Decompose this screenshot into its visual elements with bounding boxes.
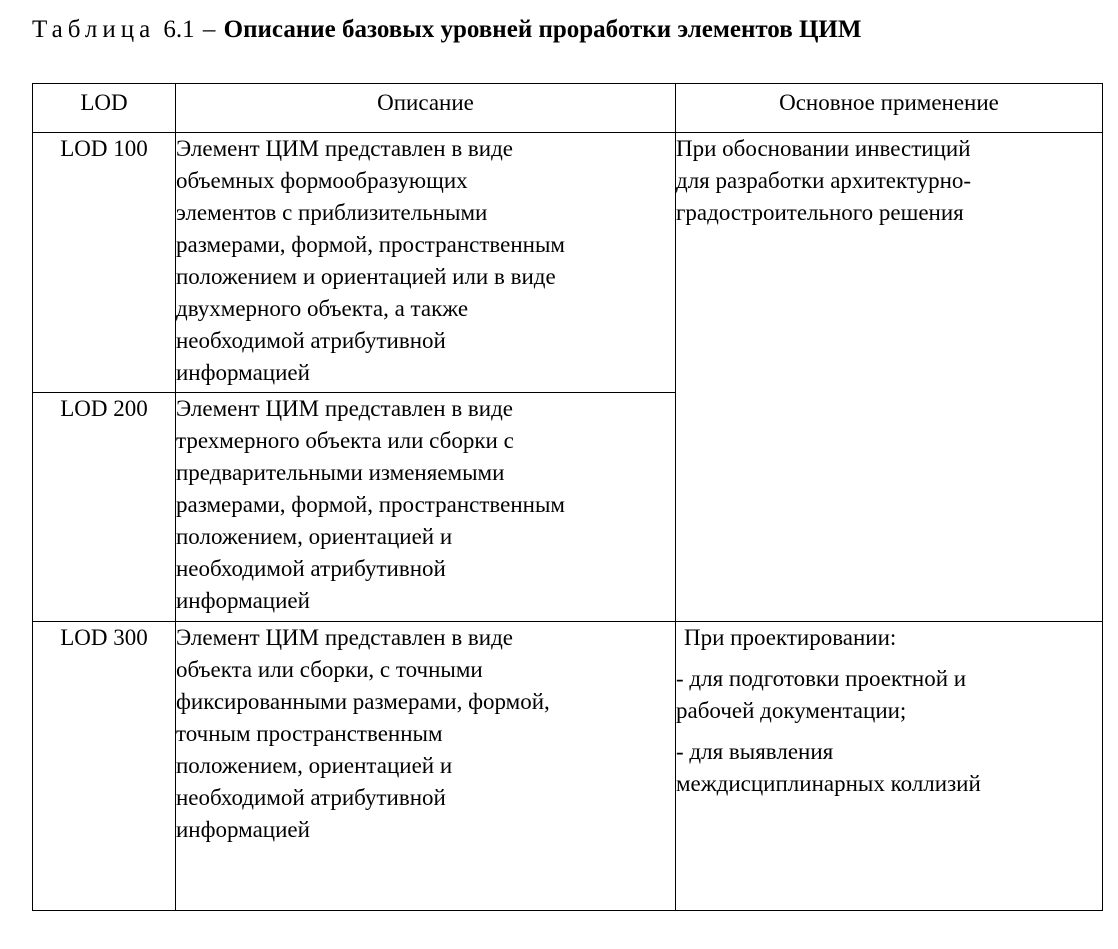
description-line: Элемент ЦИМ представлен в виде — [176, 625, 514, 650]
description-line: положением, ориентацией и — [176, 524, 453, 549]
description-line: объекта или сборки, с точными — [176, 657, 483, 682]
caption-prefix: Таблица — [32, 16, 156, 43]
table-header-row — [33, 84, 1103, 133]
description-cell — [176, 133, 676, 393]
description-line: необходимой атрибутивной — [176, 785, 446, 810]
description-line: трехмерного объекта или сборки с — [176, 428, 514, 453]
description-cell — [176, 393, 676, 622]
description-line: элементов с приблизительными — [176, 200, 488, 225]
description-line: фиксированными размерами, формой, — [176, 689, 550, 714]
description-line: Элемент ЦИМ представлен в виде — [176, 136, 514, 161]
description-cell — [176, 622, 676, 911]
description-line: предварительными изменяемыми — [176, 460, 505, 485]
usage-line: для разработки архитектурно- — [676, 168, 972, 193]
usage-line: градостроительного решения — [676, 200, 964, 225]
header-lod: LOD — [33, 84, 176, 133]
header-usage: Основное применение — [676, 84, 1103, 133]
caption-title: Описание базовых уровней проработки элементов ЦИМ — [223, 16, 862, 43]
description-line: информацией — [176, 588, 310, 613]
description-line: положением, ориентацией и — [176, 753, 453, 778]
table-row — [33, 622, 1103, 911]
description-line: необходимой атрибутивной — [176, 328, 446, 353]
description-line: размерами, формой, пространственным — [176, 232, 565, 257]
usage-cell — [676, 133, 1103, 622]
description-line: информацией — [176, 360, 310, 385]
description-line: положением и ориентацией или в виде — [176, 264, 556, 289]
usage-intro: При проектировании: — [684, 625, 897, 650]
description-line: двухмерного объекта, а также — [176, 296, 469, 321]
usage-cell — [676, 622, 1103, 911]
lod-level-cell: LOD 100 — [33, 133, 176, 393]
usage-line: рабочей документации; — [676, 698, 907, 723]
description-line: размерами, формой, пространственным — [176, 492, 565, 517]
description-line: Элемент ЦИМ представлен в виде — [176, 396, 514, 421]
lod-table — [32, 83, 1103, 911]
usage-line: - для подготовки проектной и — [676, 666, 967, 691]
usage-line: - для выявления — [676, 739, 834, 764]
lod-level-cell: LOD 200 — [33, 393, 176, 622]
usage-line: При обосновании инвестиций — [676, 136, 971, 161]
description-line: необходимой атрибутивной — [176, 556, 446, 581]
caption-number: 6.1 — [163, 16, 195, 43]
header-description: Описание — [176, 84, 676, 133]
usage-line: междисциплинарных коллизий — [676, 771, 981, 796]
description-line: информацией — [176, 817, 310, 842]
lod-level-cell: LOD 300 — [33, 622, 176, 911]
description-line: объемных формообразующих — [176, 168, 468, 193]
description-line: точным пространственным — [176, 721, 443, 746]
table-caption — [32, 14, 1118, 46]
table-row — [33, 133, 1103, 393]
caption-dash: – — [202, 16, 216, 43]
